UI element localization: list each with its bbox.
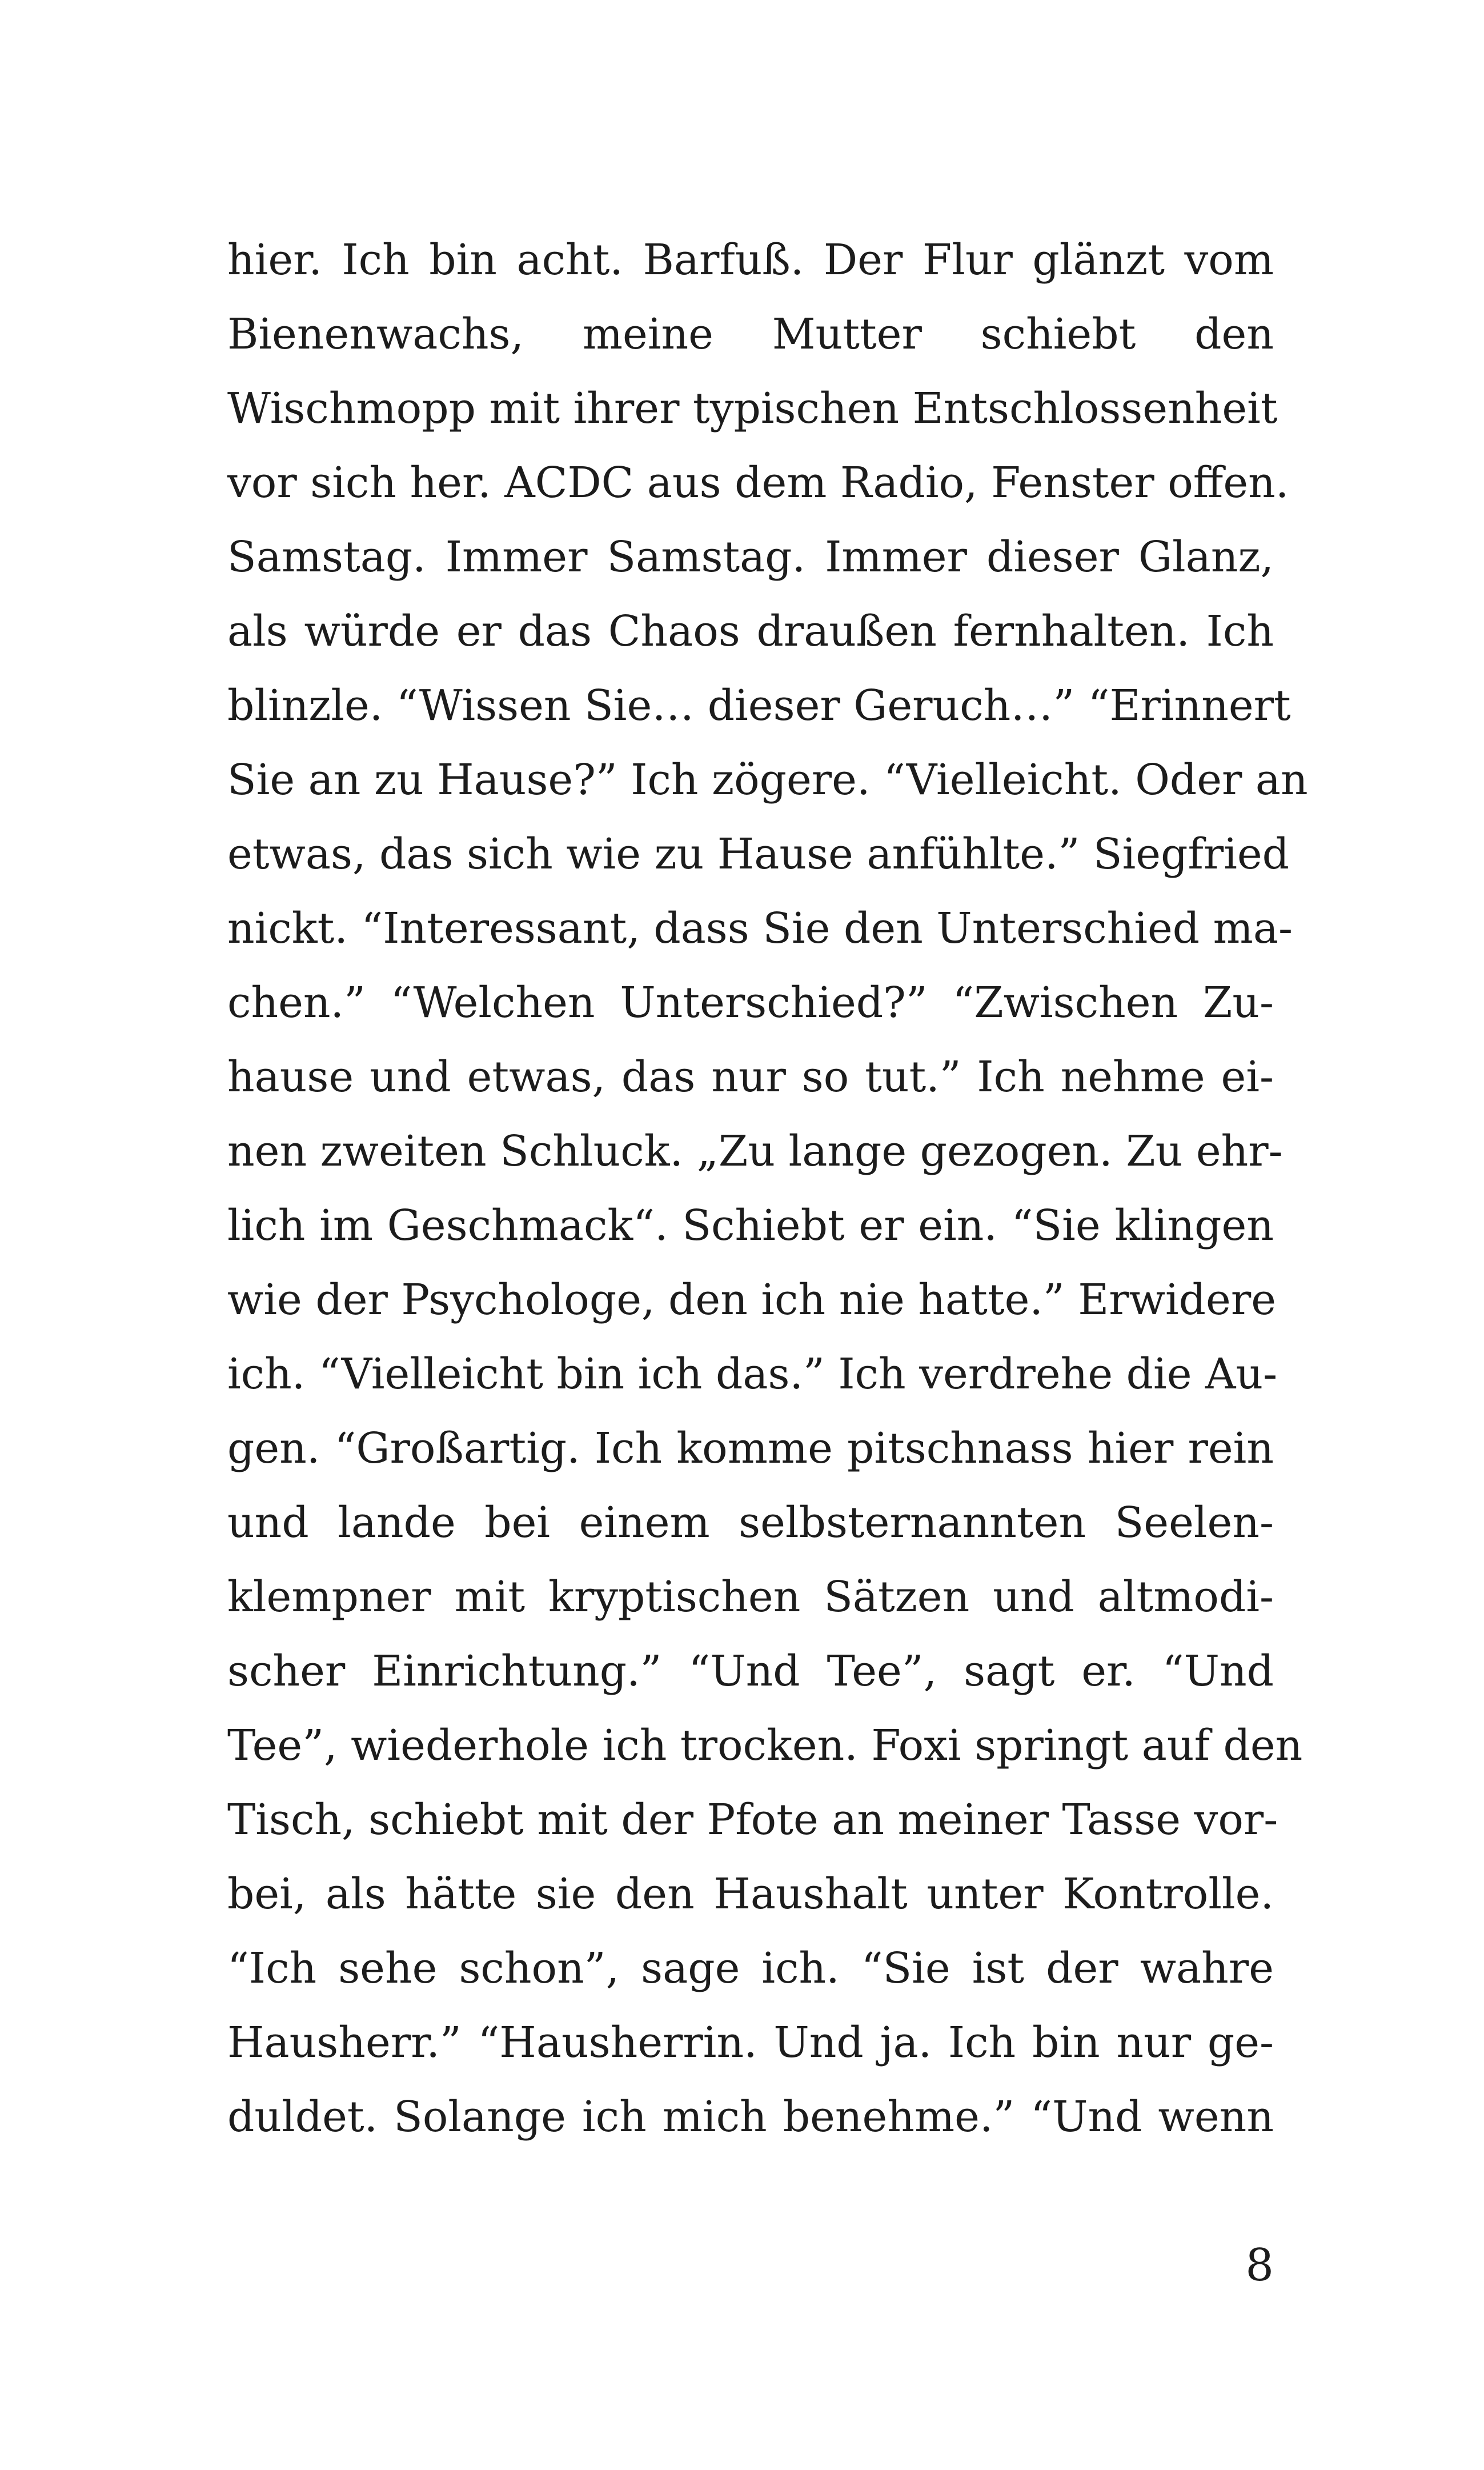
- text-line: lich im Geschmack“. Schiebt er ein. “Sie klingen: [227, 1201, 1274, 1250]
- text-line: blinzle. “Wissen Sie… dieser Geruch…” “Erinnert: [227, 681, 1291, 730]
- text-line: hier. Ich bin acht. Barfuß. Der Flur glänzt vom: [227, 235, 1274, 285]
- body-text: [227, 223, 1308, 2154]
- text-line: nen zweiten Schluck. „Zu lange gezogen. Zu ehr-: [227, 1127, 1283, 1176]
- text-line: Wischmopp mit ihrer typischen Entschlossenheit: [227, 384, 1278, 433]
- text-line: nickt. “Interessant, dass Sie den Unterschied ma-: [227, 904, 1293, 953]
- text-line: Bienenwachs, meine Mutter schiebt den: [227, 310, 1274, 359]
- text-line: klempner mit kryptischen Sätzen und altmodi-: [227, 1572, 1274, 1622]
- text-line: wie der Psychologe, den ich nie hatte.” Erwidere: [227, 1275, 1276, 1324]
- text-line: ich. “Vielleicht bin ich das.” Ich verdrehe die Au-: [227, 1350, 1278, 1399]
- text-line: vor sich her. ACDC aus dem Radio, Fenster offen.: [227, 458, 1289, 507]
- text-line: Hausherr.” “Hausherrin. Und ja. Ich bin nur ge-: [227, 2018, 1274, 2067]
- text-line: duldet. Solange ich mich benehme.” “Und wenn: [227, 2092, 1274, 2141]
- text-line: gen. “Großartig. Ich komme pitschnass hier rein: [227, 1424, 1274, 1473]
- text-line: Samstag. Immer Samstag. Immer dieser Glanz,: [227, 533, 1274, 582]
- text-line: bei, als hätte sie den Haushalt unter Kontrolle.: [227, 1869, 1274, 1919]
- text-line: chen.” “Welchen Unterschied?” “Zwischen Zu-: [227, 978, 1274, 1027]
- text-line: und lande bei einem selbsternannten Seelen-: [227, 1498, 1274, 1547]
- text-line: “Ich sehe schon”, sage ich. “Sie ist der wahre: [227, 1944, 1274, 1993]
- page-number: 8: [1245, 2240, 1274, 2291]
- text-line: Tee”, wiederhole ich trocken. Foxi springt auf den: [227, 1721, 1303, 1770]
- text-line: scher Einrichtung.” “Und Tee”, sagt er. “Und: [227, 1647, 1274, 1696]
- text-line: Tisch, schiebt mit der Pfote an meiner Tasse vor-: [227, 1795, 1278, 1844]
- text-line: als würde er das Chaos draußen fernhalten. Ich: [227, 607, 1274, 656]
- text-line: Sie an zu Hause?” Ich zögere. “Vielleicht. Oder an: [227, 755, 1308, 804]
- text-line: etwas, das sich wie zu Hause anfühlte.” Siegfried: [227, 830, 1290, 879]
- text-line: hause und etwas, das nur so tut.” Ich nehme ei-: [227, 1052, 1274, 1102]
